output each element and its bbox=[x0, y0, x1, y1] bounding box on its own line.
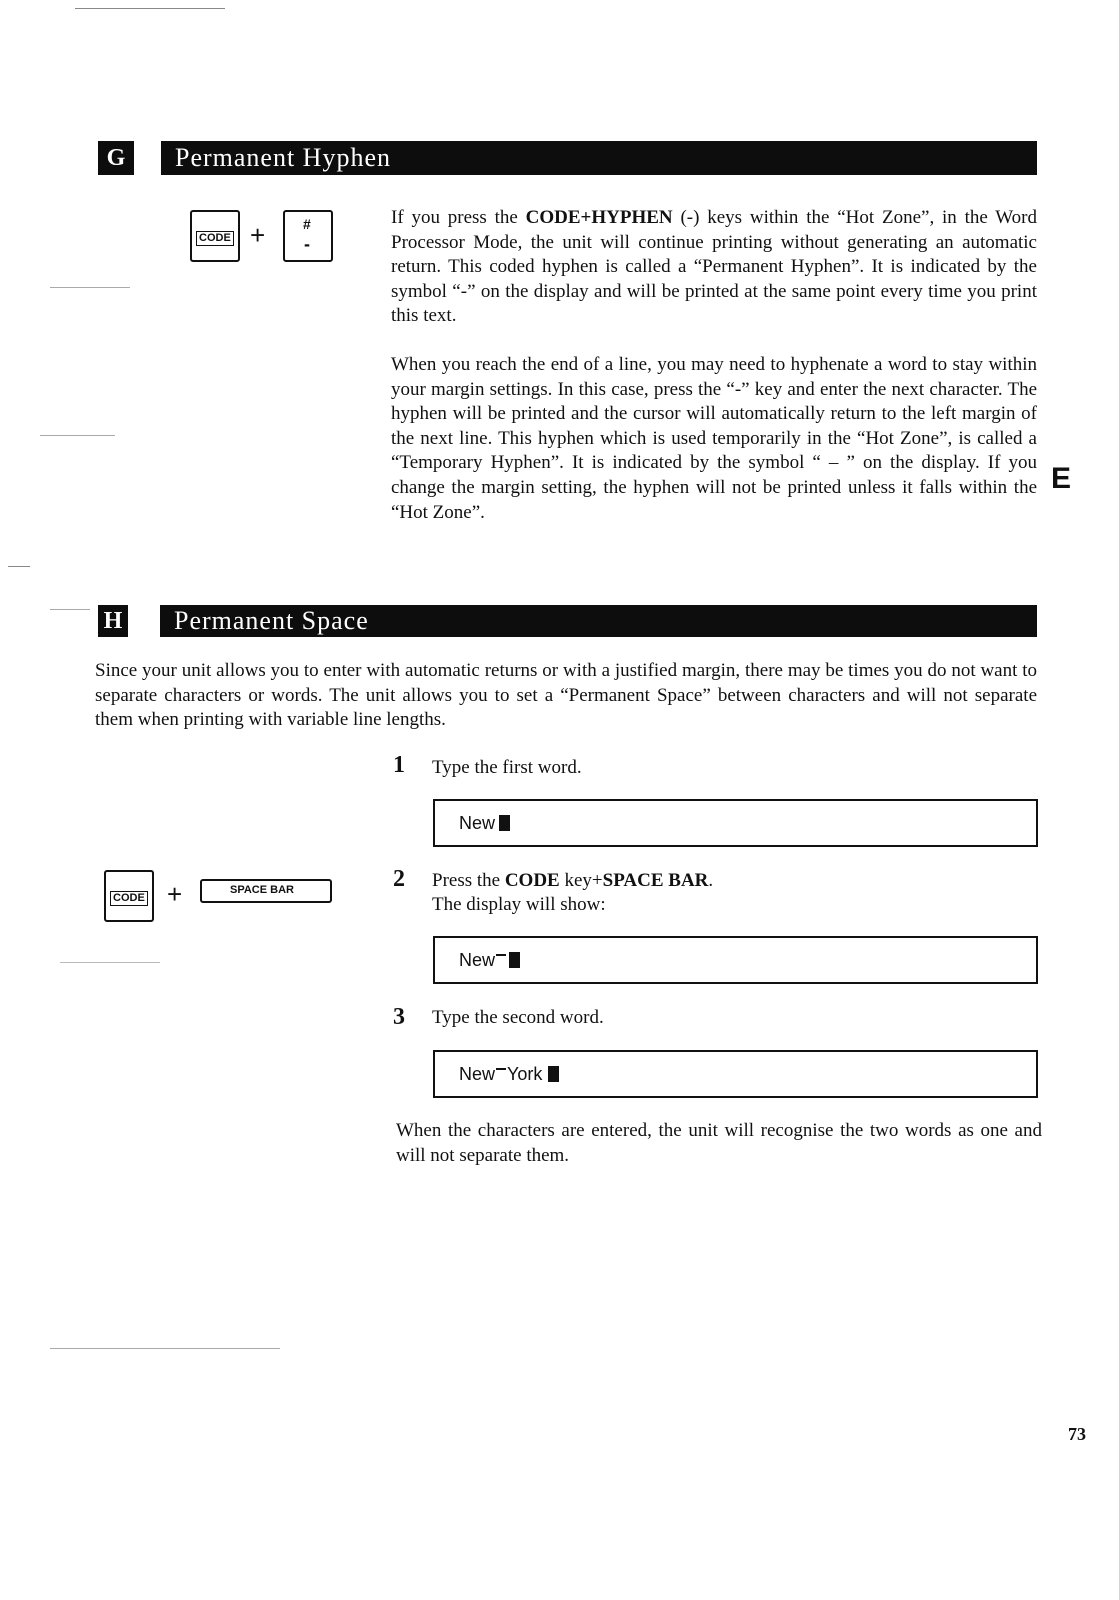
hyphen-key-top: # bbox=[303, 216, 311, 232]
section-h-intro: Since your unit allows you to enter with automatic returns or with a justified margin, there may be times you do not want to separate characters or words. The unit allows you to set a “Permanent Space” between characters and will not separate them when printing with variable line lengths. bbox=[95, 660, 1037, 731]
step-2-text: Press the CODE key+SPACE BAR. The display will show: bbox=[432, 870, 714, 915]
display-step-1 bbox=[433, 799, 1038, 847]
hyphen-key bbox=[283, 210, 333, 262]
hyphen-key-bottom: - bbox=[304, 234, 310, 254]
plus-sign: + bbox=[250, 220, 266, 250]
section-h-letter: H bbox=[98, 605, 128, 637]
section-h-title: Permanent Space bbox=[160, 605, 1037, 637]
display-text-first: New bbox=[459, 1064, 496, 1084]
section-g-letter: G bbox=[98, 141, 134, 175]
space-bar-key bbox=[200, 879, 332, 903]
step-3-text: Type the second word. bbox=[432, 1007, 604, 1028]
space-bar-label: SPACE BAR bbox=[230, 884, 294, 896]
permanent-space-symbol bbox=[496, 954, 506, 956]
display-step-2 bbox=[433, 936, 1038, 984]
step-3-number: 3 bbox=[393, 1004, 405, 1030]
code-key bbox=[104, 870, 154, 922]
display-text-second: York bbox=[507, 1064, 543, 1084]
closing-paragraph: When the characters are entered, the unit will recognise the two words as one and will not separate them. bbox=[396, 1120, 1042, 1166]
section-g-paragraph-2: When you reach the end of a line, you may need to hyphenate a word to stay within your margin settings. In this case, press the “-” key and enter the next character. The hyphen will be printed and the cursor will automatically return to the left margin of the next line. This hyphen which is used temporarily in the “Hot Zone”, is called a “Temporary Hyphen”. It is indicated by the symbol “ ‒ ” on the display. If you change the margin setting, the hyphen will not be printed unless it falls within the “Hot Zone”. bbox=[391, 354, 1037, 523]
cursor-icon bbox=[509, 952, 520, 968]
plus-sign: + bbox=[167, 879, 183, 909]
page-number: 73 bbox=[1068, 1424, 1086, 1444]
section-g-title: Permanent Hyphen bbox=[161, 141, 1037, 175]
display-text: New bbox=[459, 950, 496, 970]
display-text: New bbox=[459, 813, 496, 833]
step-1-number: 1 bbox=[393, 752, 405, 778]
section-g-paragraph-1: If you press the CODE+HYPHEN (-) keys within the “Hot Zone”, in the Word Processor Mode, the unit will continue printing without generating an automatic return. This coded hyphen is called a “Permanent Hyphen”. It is indicated by the symbol “-” on the display and will be printed at the same point every time you print this text. bbox=[391, 207, 1037, 327]
step-1-text: Type the first word. bbox=[432, 757, 582, 778]
cursor-icon bbox=[548, 1066, 559, 1082]
step-2-number: 2 bbox=[393, 866, 405, 892]
code-key-label: CODE bbox=[196, 231, 234, 246]
section-tab-mark: E bbox=[1051, 462, 1072, 495]
code-key bbox=[190, 210, 240, 262]
code-key-label: CODE bbox=[110, 891, 148, 906]
permanent-space-symbol bbox=[496, 1068, 506, 1070]
display-step-3 bbox=[433, 1050, 1038, 1098]
cursor-icon bbox=[499, 815, 510, 831]
